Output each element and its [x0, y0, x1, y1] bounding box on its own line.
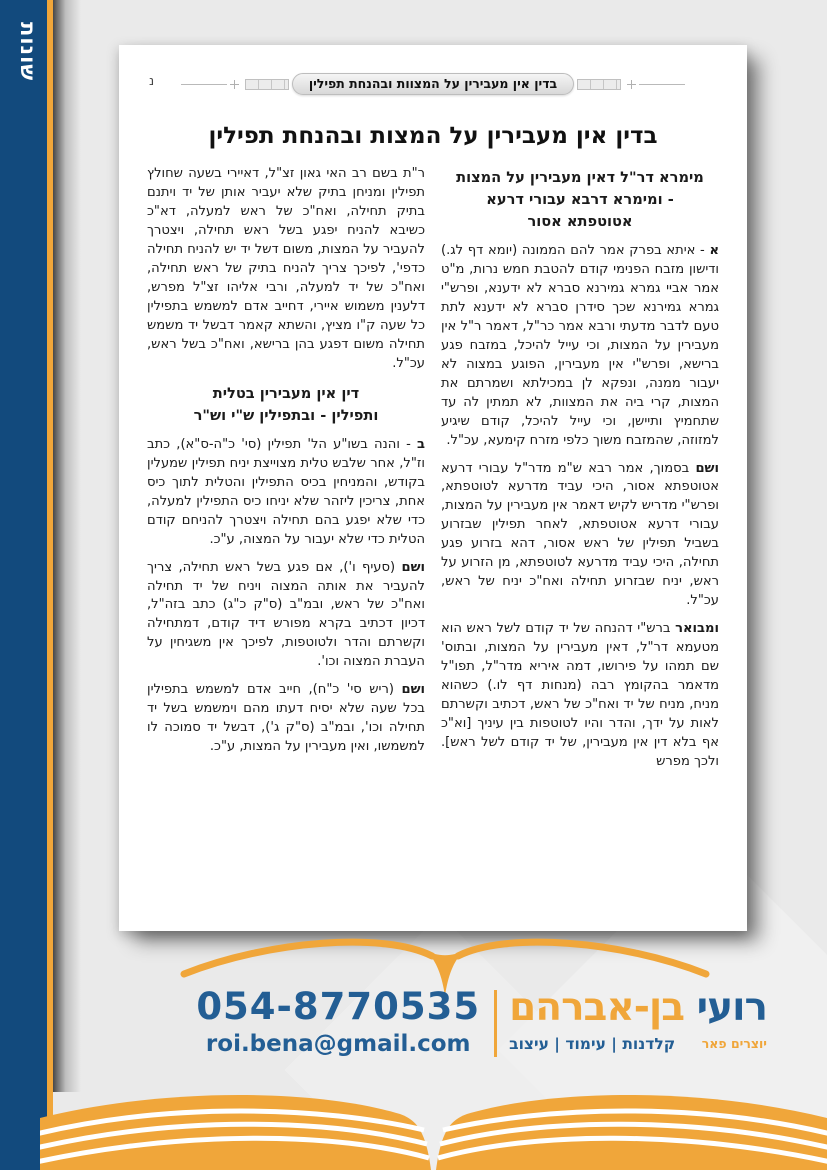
paragraph-lead: ושם [401, 682, 425, 698]
running-header-title: בדין אין מעבירין על המצוות ובהנחת תפילין [292, 73, 574, 95]
page-number: נ [149, 74, 155, 89]
section-tab-label: שונות [16, 22, 40, 82]
paragraph [441, 620, 719, 772]
running-header [147, 71, 719, 97]
paragraph-lead: ב [416, 436, 425, 452]
paragraph-text: (סעיף ו'), אם פגע בשל ראש תחילה, צריך להעביר את אותה המצוה ויניח של יד תחילה ואח"כ של ראש, ובמ"ב (ס"ק כ"ג) כתב בזה"ל, דכיון דכתיב בקרא מפורש דיד קודם, דמתחילה וקשרתם והדר ולטוטפות, לפיכך אין משגיחין על העברת המצוה וכו'. [147, 559, 425, 670]
section-heading-line: דין אין מעבירין בטלית [212, 384, 360, 402]
brand-name [509, 985, 767, 1030]
document-page [119, 45, 747, 931]
footer-branding [196, 985, 767, 1057]
paragraph-lead: ומבואר [675, 621, 719, 637]
paragraph [147, 559, 425, 673]
open-book-ornament [40, 1080, 827, 1170]
paragraph-lead: א [709, 242, 719, 258]
brand-contact [196, 985, 481, 1057]
paragraph-text: - איתא בפרק אמר להם הממונה (יומא דף לג.) ודישון מזבח הפנימי קודם להטבת חמש נרות, מ"ט אמר אביי גמרא גמירנא סברא לא ידענא, ופרש"י גמרא גמירנא שכך סידרן סברא לא ידענא לתת טעם לדבר מדעתי ורבא אמר כר"ל, דאמר ר"ל אין מעבירין על המצות, וכי עייל להיכל, במזבח פגע ברישא, ופרש"י אין מעבירין, הפוגע במצוה לא יעבור ממנה, ונפקא לן במכילתא ושמרתם את המצות, קרי ביה את המצוות, לא תמתין לה עד שתחמיץ ותיישן, וכי עייל להיכל, קודם שיגיע למזוזה, שהמזבח משוך כלפי מזרח קימעא, עכ"ל. [441, 242, 719, 448]
page-title: בדין אין מעבירין על המצות ובהנחת תפילין [208, 123, 658, 149]
brand-motto: יוצרים פאר [701, 1036, 767, 1052]
paragraph [441, 242, 719, 451]
phone-number: 054-8770535 [196, 985, 481, 1028]
paragraph-lead: ושם [695, 460, 719, 476]
side-band [0, 0, 47, 1170]
section-heading-line: ותפילין - ובתפילין ש"י וש"ר [193, 406, 379, 424]
paragraph-text: ר"ת בשם רב האי גאון זצ"ל, דאיירי בשעה שחולץ תפילין ומניחן בתיק שלא יעביר אותן של יד ויתנם בתיק תחילה, ואח"כ של ראש למעלה, דא"כ כשיבא להניח יפגע בשל ראש תחילה, ויצטרך להעביר על המצות, משום דשל יד יש להניח תחילה כדפי', לפיכך צריך להניח בתיק של ראש תחילה, ואח"כ של יד למעלה, ורבי אליהו זצ"ל מפרש, דלענין משמוש איירי, דחייב אדם למשמש בתפילין כל שעה ק"ו מציץ, והשתא קאמר דבשל יד משמש תחילה משום דפגע בהן ברישא, ואח"כ בשל ראש, עכ"ל. [147, 166, 425, 371]
header-ornament [181, 79, 292, 90]
brand-divider [494, 990, 497, 1057]
paragraph [147, 681, 425, 757]
paragraph-text: (ריש סי' כ"ח), חייב אדם למשמש בתפילין בכל שעה שלא יסיח דעתו מהם וימשמש בשל יד תחילה וכו', ובמ"ב (ס"ק ג'), דבשל יד סמוכה לו למשמשו, ואין מעבירין על המצות, ע"כ. [147, 682, 425, 755]
section-heading: מימרא דר"ל דאין מעבירין על המצות - ומימרא דרבא עבורי דרעא אטוטפתא אסור [456, 169, 704, 230]
email-address: roi.bena@gmail.com [205, 1030, 471, 1057]
spine-shadow [53, 0, 81, 1092]
paragraph [147, 165, 425, 374]
brand-services: קלדנות | עימוד | עיצוב [509, 1034, 676, 1053]
brand-name-first: רועי [696, 985, 767, 1030]
column-left [147, 165, 425, 781]
paragraph [147, 436, 425, 550]
column-right [441, 165, 719, 781]
paragraph-text: ברש"י דהנחה של יד קודם לשל ראש הוא מטעמא דר"ל, דאין מעבירין על המצות, ובתוס' שם תמהו על פירושו, דמה איריא מדר"ל, תפו"ל מדאמר בהקומץ רבה (מנחות דף לו.) כשהוא מניח, מניח של יד ואח"כ של ראש, דכתיב וקשרתם לאות על ידך, והדר והיו לטוטפות בין עיניך [וא"כ אף בלא דין אין מעבירין, של יד קודם לשל ראש]. ולכך מפרש [441, 621, 719, 770]
brand-logo [509, 985, 767, 1057]
paragraph-text: בסמוך, אמר רבא ש"מ מדר"ל עבורי דרעא אטוטפתא אסור, היכי עביד מדרעא לטוטפתא, ופרש"י מדריש לקיש דאמר אין מעבירין על המצות, עבורי דרעא אטוטפתא, לאחר תפילין שבזרוע בשביל תפילין של ראש אסור, דהא בזרוע פגע תחילה, היכי עביד מדרעא לטוטפתא, מן הזרוע על ראש, יניח שבזרוע תחילה ואח"כ יניח של ראש, עכ"ל. [441, 460, 719, 609]
section-heading [147, 383, 425, 427]
paragraph-lead: ושם [401, 559, 425, 575]
brand-name-rest: בן-אברהם [509, 985, 697, 1030]
text-columns [147, 165, 719, 781]
paragraph-text: - והנה בשו"ע הל' תפילין (סי' כ"ה-ס"א), כתב וז"ל, אחר שלבש טלית מצוייצת יניח תפילין שמעלין בקודש, והמניחין בכיס התפילין והטלית לתוך כיס אחת, צריכין ליזהר שלא יניחו כיס התפילין למעלה, כדי שלא יפגע בהם תחילה ויצטרך להניחם קודם הטלית כדי שלא יעבור על המצוה, ע"כ. [147, 436, 425, 547]
brand-subline [509, 1035, 767, 1053]
header-ornament [574, 79, 685, 90]
paragraph [441, 460, 719, 612]
